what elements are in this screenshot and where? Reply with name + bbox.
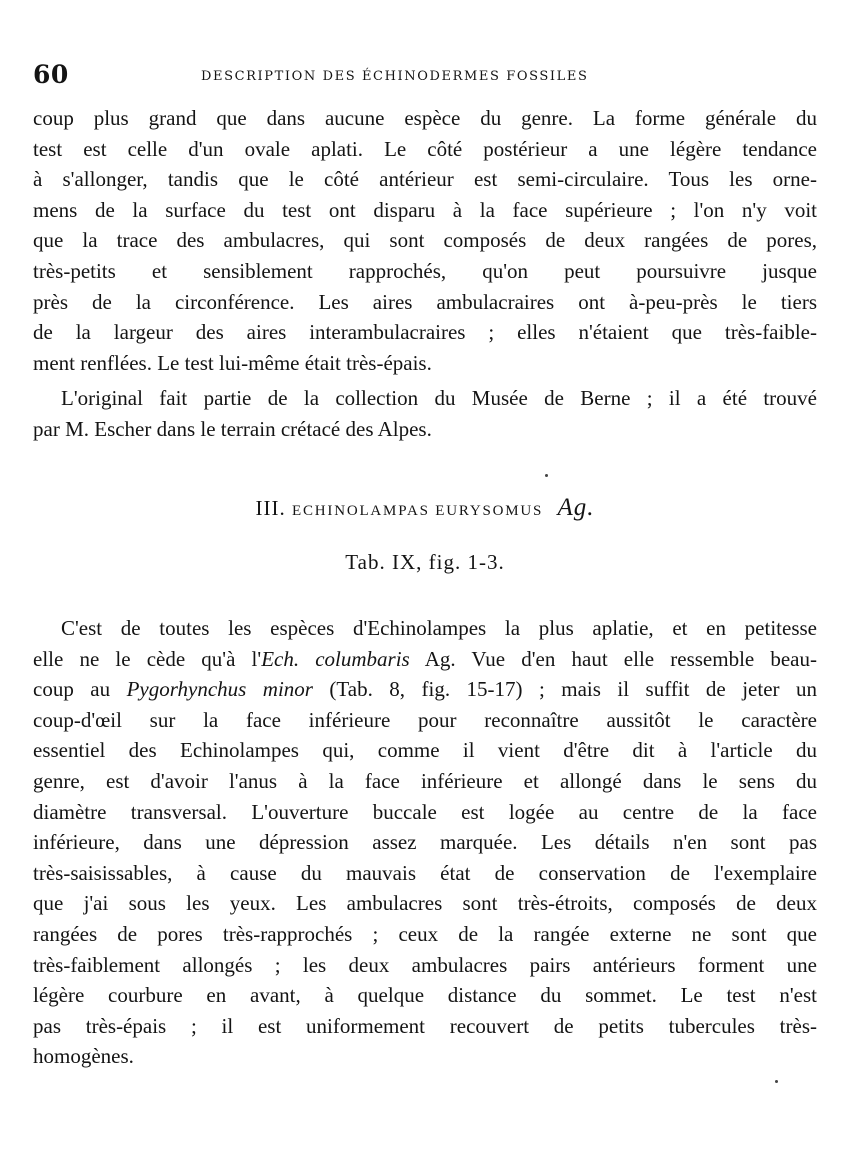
text-line	[33, 674, 817, 705]
text-line: genre, est d'avoir l'anus à la face inférieure et allongé dans le sens du	[33, 768, 817, 793]
text-line: diamètre transversal. L'ouverture buccale est logée au centre de la face	[33, 799, 817, 824]
text-line: que la trace des ambulacres, qui sont composés de deux rangées de pores,	[33, 228, 817, 253]
text-line: très-petits et sensiblement rapprochés, qu'on peut poursuivre jusque	[33, 258, 817, 283]
paragraph-3	[33, 613, 817, 1072]
species-author: Ag.	[557, 494, 595, 521]
species-reference: Pygorhynchus minor	[126, 677, 313, 702]
species-number: III.	[255, 496, 286, 520]
text-line: très-faiblement allongés ; les deux ambulacres pairs antérieurs forment une	[33, 952, 817, 977]
text-line: essentiel des Echinolampes qui, comme il vient d'être dit à l'article du	[33, 738, 817, 763]
running-head: DESCRIPTION DES ÉCHINODERMES FOSSILES	[201, 69, 589, 84]
plate-reference: Tab. IX, fig. 1-3.	[345, 550, 505, 574]
text-run: coup au	[33, 677, 127, 702]
text-line: légère courbure en avant, à quelque distance du sommet. Le test n'est	[33, 983, 817, 1008]
paragraph-1	[33, 103, 817, 378]
species-name: ECHINOLAMPAS EURYSOMUS	[292, 503, 544, 519]
text-line	[33, 644, 817, 675]
text-line: coup plus grand que dans aucune espèce du genre. La forme générale du	[33, 106, 817, 130]
text-line: près de la circonférence. Les aires ambulacraires ont à-peu-près le tiers	[33, 289, 817, 314]
page-header	[33, 60, 818, 100]
text-run: Ag. Vue d'en haut elle ressemble beau-	[409, 646, 817, 671]
text-line: homogènes.	[33, 1044, 134, 1069]
text-run: elle ne le cède qu'à l'	[33, 646, 262, 671]
species-heading	[0, 494, 850, 522]
text-line: rangées de pores très-rapprochés ; ceux de la rangée externe ne sont que	[33, 921, 817, 946]
text-line: coup-d'œil sur la face inférieure pour reconnaître aussitôt le caractère	[33, 707, 817, 732]
text-line: de la largeur des aires interambulacraires ; elles n'étaient que très-faible-	[33, 320, 817, 345]
print-speck	[545, 474, 548, 477]
text-line: pas très-épais ; il est uniformement recouvert de petits tubercules très-	[33, 1013, 817, 1038]
text-line: à s'allonger, tandis que le côté antérieur est semi-circulaire. Tous les orne-	[33, 167, 817, 192]
text-line: test est celle d'un ovale aplati. Le côté postérieur a une légère tendance	[33, 136, 817, 161]
text-line: mens de la surface du test ont disparu à la face supérieure ; l'on n'y voit	[33, 197, 817, 222]
text-line: par M. Escher dans le terrain crétacé des Alpes.	[33, 416, 432, 441]
text-line: ment renflées. Le test lui-même était très-épais.	[33, 350, 432, 375]
text-line: inférieure, dans une dépression assez marquée. Les détails n'en sont pas	[33, 830, 817, 855]
paragraph-2	[33, 383, 817, 444]
text-line: que j'ai sous les yeux. Les ambulacres sont très-étroits, composés de deux	[33, 891, 817, 916]
species-reference: Ech. columbaris	[261, 646, 410, 671]
page-number: 60	[33, 60, 69, 89]
print-speck	[775, 1080, 778, 1083]
text-line: C'est de toutes les espèces d'Echinolampes la plus aplatie, et en petitesse	[61, 616, 817, 640]
text-line: très-saisissables, à cause du mauvais état de conservation de l'exemplaire	[33, 860, 817, 885]
text-line: L'original fait partie de la collection du Musée de Berne ; il a été trouvé	[61, 386, 817, 410]
text-run: (Tab. 8, fig. 15-17) ; mais il suffit de jeter un	[312, 677, 817, 702]
